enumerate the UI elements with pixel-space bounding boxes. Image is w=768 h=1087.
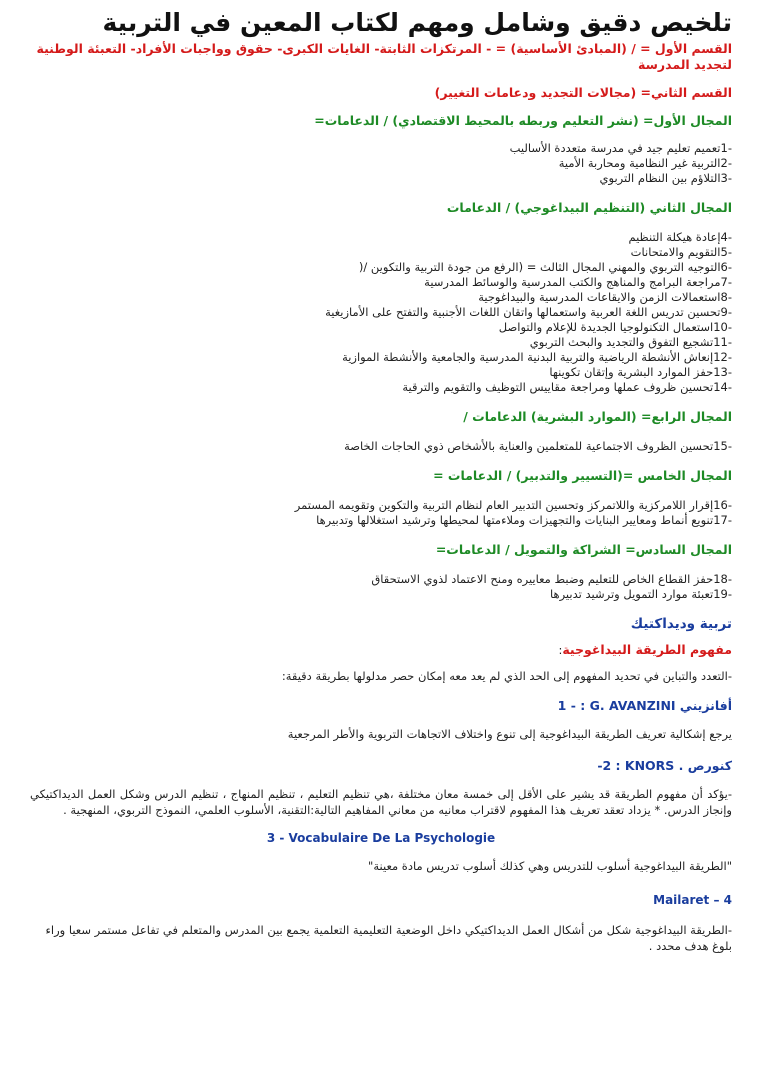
- list-item: -11تشجيع التفوق والتجديد والبحث التربوي: [529, 335, 732, 349]
- list-item: -16إقرار اللامركزية واللاتمركز وتحسين التدبير العام لنظام التربية والتكوين وتقويمه المستمر: [294, 498, 732, 512]
- concept-colon: :: [558, 643, 563, 657]
- list-item: -18حفز القطاع الخاص للتعليم وضبط معاييره ومنح الاعتماد لذوي الاستحقاق: [371, 572, 732, 586]
- domain6-list: [30, 572, 732, 602]
- concept-text: -التعدد والتباين في تحديد المفهوم إلى الحد الذي لم يعد معه إمكان حصر مدلولها بطريقة دقيقة:: [281, 669, 732, 683]
- list-item: -2التربية غير النظامية ومحاربة الأمية: [558, 156, 732, 170]
- vocab-heading: 3 - Vocabulaire De La Psychologie: [266, 831, 496, 845]
- domain2-heading: المجال الثاني (التنظيم البيداغوجي) / الدعامات: [446, 200, 732, 215]
- concept-heading: مفهوم الطريقة البيداغوجية: [562, 642, 732, 657]
- domain5-list: [30, 498, 732, 528]
- list-item: -19تعبئة موارد التمويل وترشيد تدبيرها: [550, 587, 732, 601]
- list-item: -9تحسين تدريس اللغة العربية واستعمالها واتقان اللغات الأجنبية والتفتح على الأمازيغية: [325, 305, 732, 319]
- list-item: -5التقويم والامتحانات: [630, 245, 732, 259]
- list-item: -1تعميم تعليم جيد في مدرسة متعددة الأساليب: [509, 141, 732, 155]
- list-item: -14تحسين ظروف عملها ومراجعة مقاييس التوظيف والتقويم والترقية: [402, 380, 732, 394]
- mailaret-heading: [30, 892, 732, 908]
- section1-line1: القسم الأول = / (المبادئ الأساسية) = - المرتكزات الثابتة- الغايات الكبرى- حقوق وواجبات الأفراد- التعبئة الوطنية: [36, 41, 732, 56]
- knors-heading: [30, 758, 732, 774]
- mailaret-heading-text: Mailaret – 4: [653, 893, 732, 907]
- domain1-list: [30, 141, 732, 186]
- list-item: -4إعادة هيكلة التنظيم: [628, 230, 732, 244]
- list-item: -7مراجعة البرامج والمناهج والكتب المدرسية والوسائط المدرسية: [424, 275, 732, 289]
- list-item: -6التوجيه التربوي والمهني المجال الثالث = (الرفع من جودة التربية والتكوين /(: [358, 260, 732, 274]
- vocab-text: "الطريقة البيداغوجية أسلوب للتدريس وهي كذلك أسلوب تدريس مادة معينة": [368, 859, 732, 873]
- domain4-list: [30, 439, 732, 454]
- domain6-heading: المجال السادس= الشراكة والتمويل / الدعامات=: [435, 542, 732, 557]
- list-item: -12إنعاش الأنشطة الرياضية والتربية البدنية المدرسية والجامعية والأنشطة الموازية: [342, 350, 732, 364]
- document-title: تلخيص دقيق وشامل ومهم لكتاب المعين في التربية: [102, 8, 732, 37]
- avanzini-heading-ar: أفانزيني: [679, 698, 732, 713]
- list-item: -13حفز الموارد البشرية وإتقان تكوينها: [549, 365, 732, 379]
- domain2-list: [30, 230, 732, 395]
- knors-heading-lat: -2 : KNORS .: [597, 758, 684, 773]
- list-item: -10استعمال التكنولوجيا الجديدة للإعلام والتواصل: [498, 320, 732, 334]
- domain5-heading: المجال الخامس =(التسيير والتدبير) / الدعامات =: [433, 468, 732, 483]
- avanzini-heading-lat: 1 - : G. AVANZINI: [557, 698, 676, 713]
- domain4-heading: المجال الرابع= (الموارد البشرية) الدعامات /: [463, 409, 732, 424]
- knors-heading-ar: كنورص: [687, 758, 732, 773]
- section1-line2: لتجديد المدرسة: [638, 57, 732, 72]
- avanzini-text: يرجع إشكالية تعريف الطريقة البيداغوجية إلى تنوع واختلاف الاتجاهات التربوية والأطر المرجعية: [287, 727, 732, 741]
- list-item: -17تنويع أنماط ومعايير البنايات والتجهيزات وملاءمتها لمحيطها وترشيد استغلالها وتدبيرها: [316, 513, 732, 527]
- document-page: [30, 0, 732, 1087]
- list-item: -3التلاؤم بين النظام التربوي: [599, 171, 732, 185]
- section2-heading: القسم الثاني= (مجالات التجديد ودعامات التغيير): [434, 85, 732, 100]
- mailaret-text: -الطريقة البيداغوجية شكل من أشكال العمل الديداكتيكي داخل الوضعية التعليمية التعلمية يجمع بين المدرس والمتعلم في تفاعل مستمر سعيا وراء بلوغ هدف محدد .: [45, 923, 732, 953]
- list-item: -8استعمالات الزمن والايقاعات المدرسية والبيداغوجية: [478, 290, 732, 304]
- knors-text: -يؤكد أن مفهوم الطريقة قد يشير على الأقل إلى خمسة معان مختلفة ،هي تنظيم التعليم ، تنظيم المنهاج ، تنظيم الدرس وشكل العمل الديداكتيكي وإنجاز الدرس. * يزداد تعقد تعريف هذا المفهوم لاقتراب معانيه من معاني المفاهيم التالية:التقنية، الأسلوب العلمي، النموذج التربوي، المنهجية .: [30, 787, 732, 817]
- avanzini-heading: [30, 698, 732, 714]
- didactics-heading: تربية وديداكتيك: [630, 616, 732, 632]
- domain1-heading: المجال الأول= (نشر التعليم وربطه بالمحيط الاقتصادي) / الدعامات=: [314, 113, 732, 128]
- list-item: -15تحسين الظروف الاجتماعية للمتعلمين والعناية بالأشخاص ذوي الحاجات الخاصة: [344, 439, 732, 453]
